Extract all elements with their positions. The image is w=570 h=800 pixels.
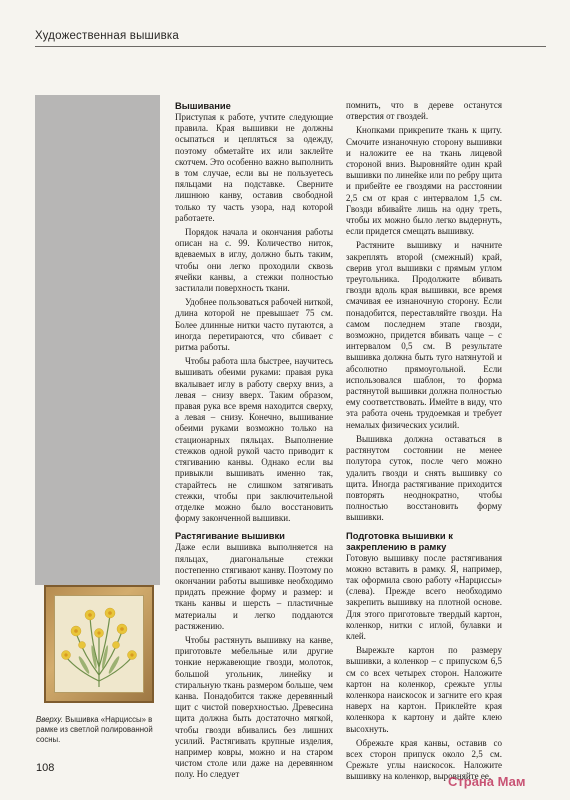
section-heading-embroidering: Вышивание: [175, 100, 231, 111]
caption-lead: Вверху.: [36, 715, 63, 724]
page-number: 108: [36, 762, 55, 774]
paragraph: Порядок начала и окончания работы описан на с. 99. Количество ниток, вдеваемых в иглу, должно быть таким, чтобы они легко проходили сквозь ячейки канвы, а стежки полностью застилали поверхность ткани.: [175, 227, 333, 294]
paragraph: Растяните вышивку и начните закреплять второй (смежный) край, сверив угол вышивки с прямым углом треугольника. Продолжите вбивать гвозди вдоль края вышивки, все время смачивая ее изнаночную сторону. Если понадобится, переставляйте гвозди. На самом последнем этапе гвозди, возможно, придется вбивать чаще – с интервалом 0,5 см. В результате вышивка должна быть туго натянутой и абсолютно прямоугольной. Если использовался шаблон, то форма растянутой вышивки должна полностью ему соответствовать. Имейте в виду, что эта работа очень трудоемкая и требует немалых физических усилий.: [346, 240, 502, 430]
side-panel: [35, 95, 160, 585]
section-heading-stretching: Растягивание вышивки: [175, 530, 285, 542]
site-watermark: Страна Мам: [448, 774, 526, 789]
header-rule: [35, 46, 546, 47]
paragraph: Готовую вышивку после растягивания можно вставить в рамку. Я, например, так оформила свою работу «Нарциссы» (слева). Прежде всего необходимо закрепить вышивку на плотной основе. Для этого приготовьте твердый картон, коленкор, нитки с иглой, булавки и клей.: [346, 552, 502, 641]
paragraph: Вышивка должна оставаться в растянутом состоянии не менее полутора суток, после чего можно удалить гвозди и снять вышивку со щита. Иногда растягивание приходится повторять неоднократно, чтобы полностью восстановить форму вышивки.: [346, 433, 502, 523]
text-column-right: [346, 100, 502, 786]
paragraph: Даже если вышивка выполняется на пяльцах, диагональные стежки постепенно стягивают канву. Поэтому по окончании работы вышивке необходимо придать прежние форму и размер: и ткань канвы и шерсть – пластичные материалы и легко поддаются растяжению.: [175, 542, 333, 631]
paragraph: Приступая к работе, учтите следующие правила. Края вышивки не должны осыпаться и цепляться за одежду, поэтому обметайте их или заклейте скотчем. Это особенно важно выполнить в том случае, если вы не пользуетесь пяльцами на подставке. Сверните лишнюю канву, оставив свободной только ту часть узора, над которой работаете.: [175, 112, 333, 223]
paragraph: Чтобы растянуть вышивку на канве, приготовьте мебельные или другие тонкие нержавеющие гвозди, молоток, большой угольник, линейку и стиральную ткань размером больше, чем канва. Понадобится также деревянный щит с чистой поверхностью. Древесина щита должна быть достаточно мягкой, чтобы гвозди вбивались без лишних усилий. Растягивать крупные изделия, например ковры, можно и на старом чистом столе или даже на деревянном полу. Но следует: [175, 634, 333, 780]
section-heading-framing: Подготовка вышивки к закреплению в рамку: [346, 529, 453, 552]
paragraph: помнить, что в дереве останутся отверстия от гвоздей.: [346, 100, 502, 122]
paragraph: Чтобы работа шла быстрее, научитесь вышивать обеими руками: правая рука вкалывает иглу в работу сверху вниз, а левая – снизу вверх. Таким образом, правая рука все время находится сверху, а левая – снизу. Конечно, вышивание обеими руками возможно только на стационарных пяльцах. Выполнение стежков одной рукой часто приводит к стягиванию канвы. Однако если вы привыкли вышивать именно так, старайтесь не слишком затягивать стежки, чтобы при заключительной отделке можно было восстановить форму законченной вышивки.: [175, 356, 333, 524]
paragraph: Обрежьте края канвы, оставив со всех сторон припуск около 2,5 см. Срежьте углы наискосок. Наложите вышивку на коленкор, выровняйте ее,: [346, 737, 502, 782]
embroidery-photo: [44, 585, 154, 703]
paragraph: Вырежьте картон по размеру вышивки, а коленкор – с припуском 6,5 см со всех четырех сторон. Наложите картон на коленкор, срежьте углы коленкора наискосок и загните его края наверх на картон. Приклейте края коленкора к картону и дайте клею высохнуть.: [346, 645, 502, 734]
running-head: Художественная вышивка: [35, 30, 179, 42]
figure-caption: [36, 715, 156, 745]
paragraph: Кнопками прикрепите ткань к щиту. Смочите изнаночную сторону вышивки и наложите ее на ткань лицевой стороной вниз. Выровняйте один край вышивки по линейке или по ребру щита и прибейте ее гвоздями на расстоянии 2,5 см от края с интервалом 1,5 см. Гвозди вбивайте лишь на одну треть, чтобы их можно было легко выдернуть, если придется смещать вышивку.: [346, 125, 502, 237]
caption-text: Вышивка «Нарциссы» в рамке из светлой полированной сосны.: [36, 715, 153, 744]
text-column-left: [175, 100, 333, 784]
daffodil-embroidery-illustration: [54, 595, 144, 693]
paragraph: Удобнее пользоваться рабочей ниткой, длина которой не превышает 75 см. Более длинные нитки часто путаются, а иногда перетираются, что сбивает с ритма работы.: [175, 297, 333, 353]
photo-mat: [54, 595, 144, 693]
